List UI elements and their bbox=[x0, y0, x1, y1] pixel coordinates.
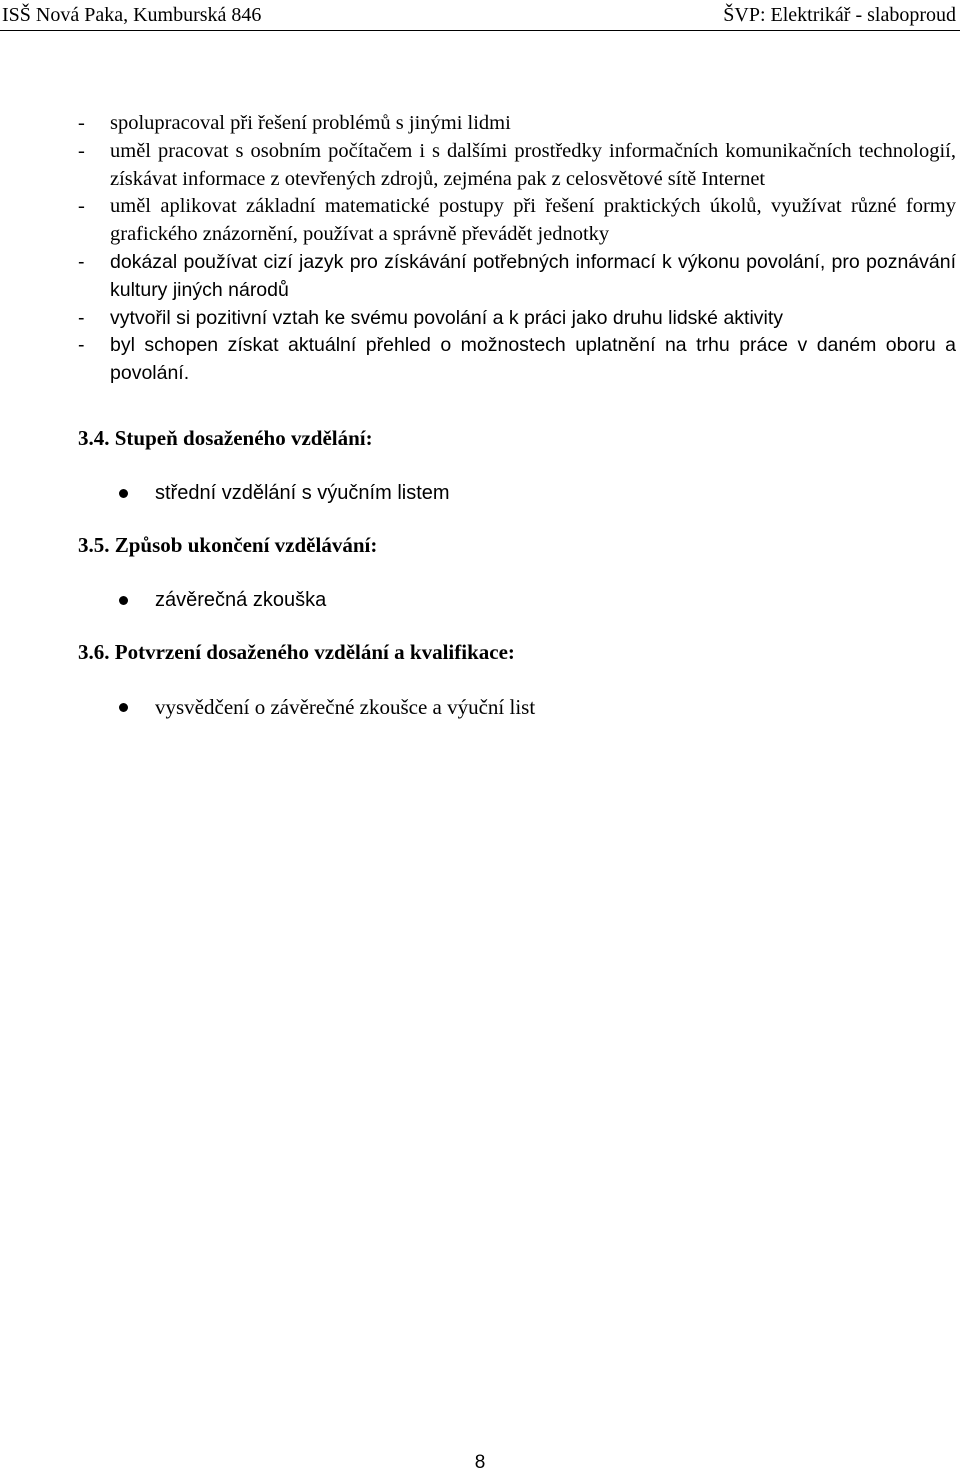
list-item bbox=[78, 586, 956, 614]
section-heading-certification: 3.6. Potvrzení dosaženého vzdělání a kvalifikace: bbox=[78, 639, 515, 664]
dash-marker: - bbox=[78, 250, 85, 273]
header-program-name: ŠVP: Elektrikář - slaboproud bbox=[723, 4, 956, 26]
bullet-icon bbox=[119, 596, 128, 605]
header-school-name: ISŠ Nová Paka, Kumburská 846 bbox=[2, 4, 262, 26]
list-item-text: spolupracoval při řešení problémů s jinými lidmi bbox=[110, 112, 511, 134]
competence-list bbox=[78, 110, 956, 388]
list-item-text: dokázal používat cizí jazyk pro získávání potřebných informací k výkonu povolání, pro poznávání kultury jiných národů bbox=[110, 250, 956, 301]
section-heading-education-level: 3.4. Stupeň dosaženého vzdělání: bbox=[78, 425, 373, 450]
list-item bbox=[78, 693, 956, 721]
list-item bbox=[78, 138, 956, 194]
list-item-text: uměl aplikovat základní matematické postupy při řešení praktických úkolů, využívat různé formy grafického znázornění, používat a správně převádět jednotky bbox=[110, 195, 956, 246]
bullet-icon bbox=[119, 489, 128, 498]
list-item-text: byl schopen získat aktuální přehled o možnostech uplatnění na trhu práce v daném oboru a povolání. bbox=[110, 334, 956, 385]
list-item bbox=[78, 249, 956, 305]
list-item bbox=[78, 193, 956, 249]
document-body bbox=[78, 110, 956, 721]
bullet-icon bbox=[119, 703, 128, 712]
list-item bbox=[78, 479, 956, 507]
list-item-text: střední vzdělání s výučním listem bbox=[155, 481, 450, 504]
dash-marker: - bbox=[78, 334, 85, 357]
dash-marker: - bbox=[78, 195, 85, 218]
list-item-text: vysvědčení o závěrečné zkoušce a výuční list bbox=[155, 694, 536, 719]
section-heading-completion: 3.5. Způsob ukončení vzdělávání: bbox=[78, 532, 378, 557]
page-header bbox=[0, 0, 960, 31]
dash-marker: - bbox=[78, 139, 85, 162]
list-item-text: vytvořil si pozitivní vztah ke svému povolání a k práci jako druhu lidské aktivity bbox=[110, 306, 784, 329]
list-item-text: uměl pracovat s osobním počítačem i s dalšími prostředky informačních komunikačních technologií, získávat informace z otevřených zdrojů, zejména pak z celosvětové sítě Internet bbox=[110, 139, 956, 190]
list-item-text: závěrečná zkouška bbox=[155, 588, 327, 611]
list-item bbox=[78, 332, 956, 388]
dash-marker: - bbox=[78, 112, 85, 134]
list-item bbox=[78, 305, 956, 333]
list-item bbox=[78, 110, 956, 138]
page-number: 8 bbox=[474, 1452, 486, 1473]
dash-marker: - bbox=[78, 306, 85, 329]
